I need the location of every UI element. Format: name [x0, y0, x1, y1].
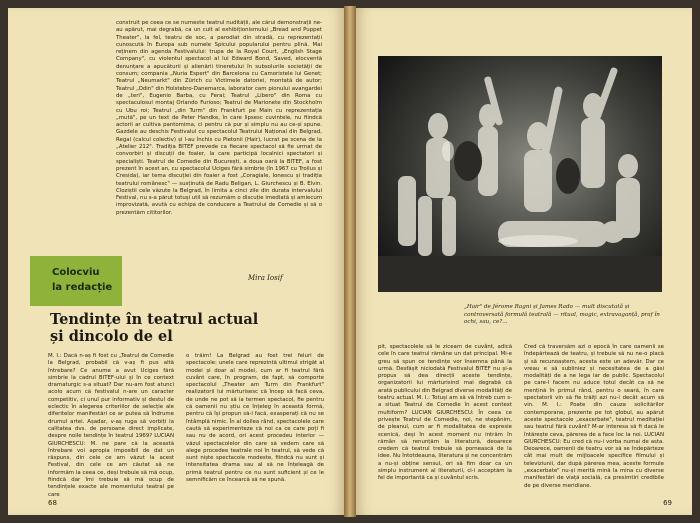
article-headline: [50, 311, 330, 345]
book-gutter: [344, 6, 356, 517]
body-text-1: M. I.: Dacă n-aș fi fost cu „Teatrul de Comedie la Belgrad, probabil că v-aș fi pus altă întrebare? Ce anume a avut Uciges fără simbrie la cadrul BITEF-ului și în ce context dramaturgic s-a situat? Dar nu-am fost atunci acolo acum că festivalul n-are un caracter competitiv, ci unul pur informativ și destul de eclectic în alegerea criteriilor de selecție ale diferitelor manifestări ce ar putea să îndrume drumul artei. Așadar, v-aș ruga să vorbiți la calitatea dvs. de persoane direct implicate, despre noile tendințe în teatrul 1969? LUCIAN GIURCHESCU: M. ne pare că la această întrebare voi apropia imposibil de dat un răspuns, din cele ce am văzut la acest Festival, din cele ce am căutat să ne informăm la ceea ce, deși trebuie să mă ocup, fiindcă dar îmi trebuie să mă ocup de tendințele exacte ale momentului teatral pe care: [48, 353, 174, 498]
left-page: [8, 8, 344, 515]
right-body-text-1: pit, spectacolele să le ziceam de cuvânt, adică cele în care teatrul rămâne un dat principal. Mi-e greu să spun ce tendințe vor însemna până la urmă. Desfășit niciodată Festivalul BITEF nu și-a propus să dea direcții aceste tendințe, organizatorii lui mărturisind mai degrabă că arată publicului din Belgrad diverse modalități de teatru actual. M. I.: Totuși am să vă întreb cum s-a situat Teatrul de Comedie în acest context multiform? LUCIAN GIURCHESCU: În ceea ce privește Teatrul de Comedie, noi, ne stepânim, de pleanul, cum ar fi modalitatea de expresie scenică, deși în acest moment nu intrăm în rămân să renunțăm la literatură, deoarece credem că teatrul trebuie să pornească de la idee. Nu întotdeauna, literatura și ne concentrăm a nu-și obține sensul, ori să fim doar ca un simplu instrument al literaturii, ci-i acceptăm la fel de importantă ca și cuvântul scris.: [378, 344, 512, 482]
right-page: [356, 8, 692, 515]
headline-line2: și dincolo de el: [50, 328, 173, 345]
section-tag-line1: Colocviu: [52, 267, 100, 278]
body-text-2: o trăim! La Belgrad au fost trei feluri de spectacole: unele care reprezintă ultimul strigăt al modei și doar al modei, cum ar fi teatrul fără cuvânt care, în program, de fapt, să comporte spectacolul „Theater am Turm din Frankfurt" realizatorii lui mărturisesc că încep să facă ceva, de unde ne pot să ia termen spectacol, fie pentru că oamenii nu știu ce înțeleg în această formă, pentru că își propun să-i facă, exasperați că nu se întâmplă nimic. În al doilea rând, spectacolele care caută să experimenteze că noi ca ce care poți fi sau nu de acord, ori acest procedeu interior — văzul spectacolelor din care să vedem care să alege procedee teatrale noi în teatrul, să vede că sunt niște spectacole modeste, fiindcă nu sunt și intensitatea drama sau al să ne înțeleagă de primă teatrul pentru ce nu sunt suficient și ce le semnificăm ce încearcă să ne spună.: [186, 353, 324, 484]
section-tag: [30, 256, 122, 306]
author-signature: Mira Iosif: [248, 274, 283, 282]
body-column-1: [48, 353, 174, 499]
right-body-column-2: [524, 344, 664, 490]
article-intro-column: [116, 20, 322, 217]
section-tag-line2: la redacție: [52, 282, 113, 293]
intro-text: construit pe ceea ce se numeste teatrul nudității, ale cărui demonstrații ne-au apărut, mai degrabă, ca un cult al exhibiționismului „Bread and Puppet Theater", la fel, teatru de soc, a parodiat din stradă, cu reprezentații cunoscută în Europa sub numele Spicului popularului pentru plină. Mai reținem din agenda Festivalului: trupa de la Royal Court, „English Stage Company", cu violentul spectacol al lui Edward Bond, Saved, elocventă denunțare a apucăturii și alienării tineretului în subsolurile societății de consum; compania „Nuria Espert" din Barcelona cu Camoristele lui Genet; Teatrul „Neumarkt" din Zürich cu Victimele datoriei, montată de autor; Teatrul „Odin" din Holstebro-Danemarca, laborator cam pionului avangardei de „teri", Eugenio Barba, cu Ferai; Teatrul „Libero" din Roma cu spectaculosul montaj Orlando Furioso; Teatrul de Marionete din Stockholm cu Ubu roi; Teatrul „din Turm" din Frankfurt pe Main cu reprezentația „mută", pe un text de Peter Handke, în care lipsesc cuvintele, nu fiindcă actorii ar cultiva pantomima, ci pentru că pur și simplu nu au ce-și spune. Gazdele au deschis Festivalul cu spectacolul Teatrului Național din Belgrad, Regal (calcul colectiv) și l-au închis cu Pietonii (Hair), lucrat pe scena de la „Atelier 212". Tradiția BITEF prevede ca fiecare spectacol să fie urmat de convorbiri și discuții de foaier, la care participă localnici spectatori și specialiști. Teatrul de Comedie din București, a doua oară la BITEF, a fost prezent în acest an, cu spectacolul Uciges fără simbrie (în 1967 cu Troilus și Cresida), iar tema discuției din foaier a fost „Coragiale, Ionescu și tradiția teatrului românesc" — susținută de Radu Beligan, L. Giurchescu și B. Elvin. Cloziștii cele văzute la Belgrad, în limita a cinci zile din durata intervalului Festival, nu s-a părut totuși util să rezumăm o discuție imediată și amiecum improvizată, avută cu echipa de conducere a Teatrului de Comedie și să o prezentăm cititorilor.: [116, 20, 322, 216]
body-column-2: [186, 353, 324, 484]
photo-caption: „Hair" de Jérome Ragni și James Rado — mult discutată și controversată formulă teatrală — ritual, magic, extravaganță, praf în ochi, sau, ce?...: [464, 304, 660, 326]
page-number-left: 68: [48, 499, 57, 507]
right-body-text-2: Cred că traversăm azi o epocă în care oamenii se îndepărtează de teatru, și trebuie să nu ne-o placă și să recunoaștem, acesta este un adevăr. Dar ce vreau e să subliniez și necesitatea de a găsi modalități de a ne lega iar de public. Spectacolul pe care-l facem nu aduce totul decât ca să ne mențină în primul rând, pentru o seară, în care spectatorii vin să fie trăiți azi nu-i decât acum să vin. M. I.: Poate din cauza solicitărilor contemporane, prezente pe tot globul, au apărut aceste spectacole „exacerbate", teatrul meditației sau teatrul fără cuvânt? M-ar interesa să fi dacă le întărește ceva, părerea de a face loc la noi. LUCIAN GIURCHESCU: Eu cred că nu-i vorba numai de asta. Deoarece, oamenii de teatru vor să se îndepărteze cât mai mult de mijloacele specifice filmului și televiziunii, dar după părerea mea, aceste formule „exacerbate" nu-și merită mină la mina cu diverse manifestări de viață socială, ca presimtiri credibile de pe diverse meridiane.: [524, 344, 664, 489]
page-number-right: 69: [663, 499, 672, 507]
hair-performance-photo: [378, 56, 662, 292]
photo-illustration: [378, 56, 662, 292]
headline-line1: Tendințe în teatrul actual: [50, 311, 259, 328]
right-body-column-1: [378, 344, 512, 483]
